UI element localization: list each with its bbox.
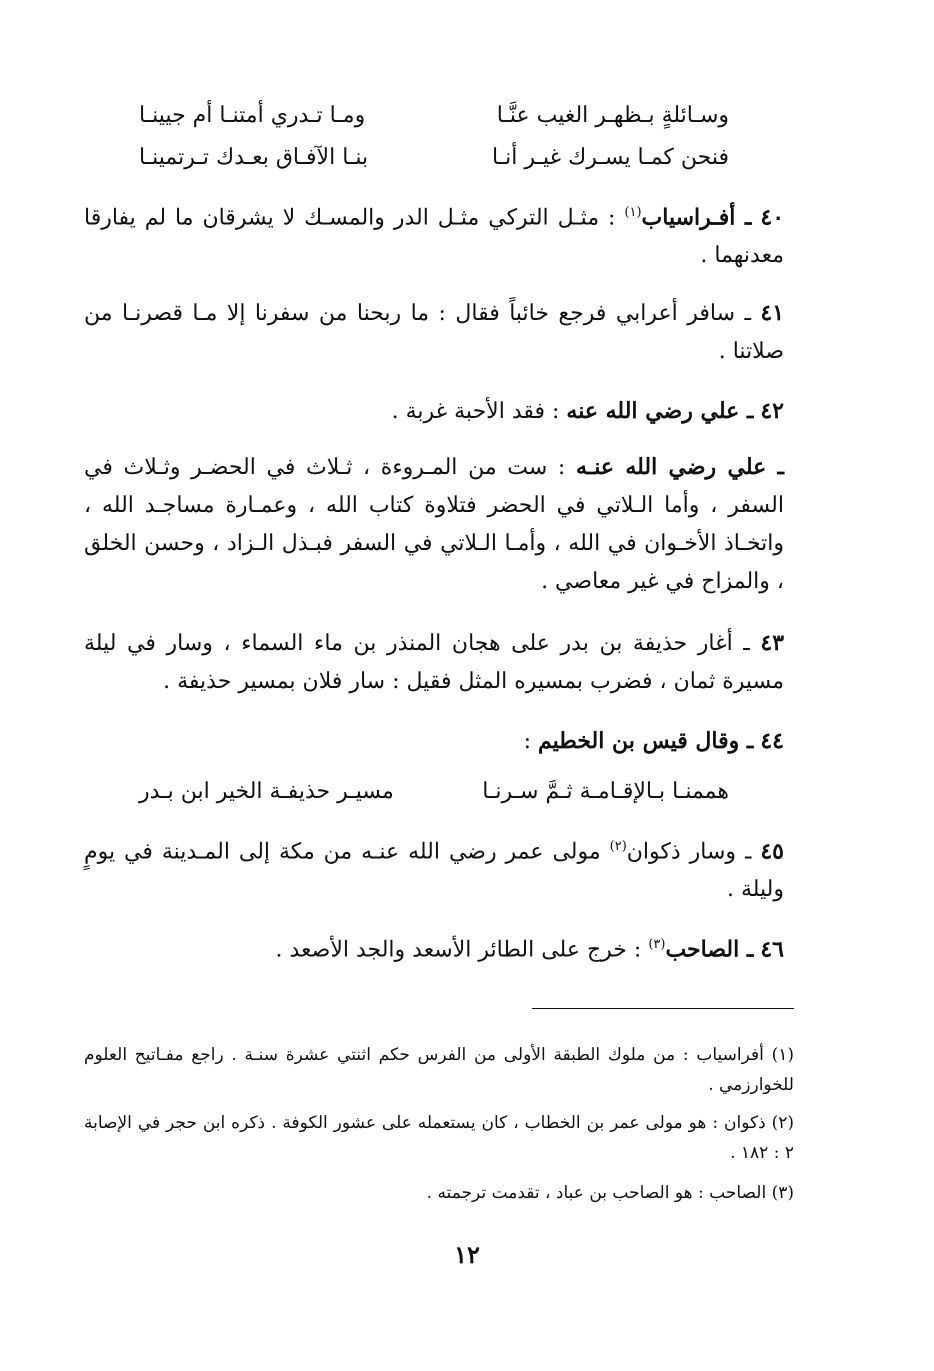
entry-46: [84, 926, 784, 969]
entry-42-continued: [84, 448, 784, 601]
entry-number: ٤١: [760, 300, 785, 326]
entry-text: : سار فلان بمسير حذيفة .: [163, 669, 400, 694]
entry-41: [84, 294, 784, 371]
entry-lead: ـ وقال قيس بن الخطيم: [538, 728, 754, 754]
verse-line-2: [139, 138, 729, 178]
entry-text: :: [523, 729, 532, 754]
entry-lead: ـ علي رضي الله عنه: [566, 398, 754, 424]
page-number: ١٢: [454, 1240, 480, 1269]
entry-number: ٤٢: [760, 398, 784, 424]
entry-text: : ست من المـروءة ، ثـلاث في الحضـر وثـلاث في السفر ، وأما الـلاتي في الحضر فتلاوة كتاب الله ، وعمـارة مساجـد الله ، واتخـاذ الأخـوان في الله ، وأمـا الـلاتي في السفر فبـذل الـزاد ، وحسن الخلق ، والمزاح في غير معاصي .: [84, 455, 784, 594]
entry-text: : خرج على الطائر الأسعد والجد الأصعد .: [275, 937, 642, 963]
footnote-ref[interactable]: (٢): [609, 839, 627, 854]
verse-hemistich-first: فنحن كمـا يسـرك غيـر أنـا: [492, 145, 729, 170]
verse-hemistich-first: هممنـا بـالإقـامـة ثـمَّ سـرنـا: [482, 779, 729, 804]
verse-line-1: [139, 96, 729, 136]
footnote-divider: [532, 1008, 794, 1009]
footnote-3: [84, 1178, 794, 1208]
footnote-1: [84, 1040, 794, 1100]
entry-43: [84, 624, 784, 701]
entry-lead: ـ أغار حذيفة بن بدر على هجان المنذر بن ماء السماء ، وسار في ليلة مسيرة ثمان ، فضرب بمسيره المثل فقيل: [84, 631, 784, 694]
footnote-ref[interactable]: (١): [624, 205, 642, 220]
footnote-2: [84, 1108, 794, 1168]
entry-lead: ـ علي رضي الله عنـه: [576, 454, 784, 480]
entry-text: : ما ربحنا من سفرنا إلا مـا قصرنـا من صلاتنا .: [84, 301, 784, 364]
entry-text: : مثـل التركي مثـل الدر والمسـك لا يشرقان ما لم يفارقا معدنهما .: [84, 205, 784, 269]
verse-hemistich-second: بنـا الآفـاق بعـدك تـرتمينـا: [139, 145, 369, 170]
footnote-ref[interactable]: (٣): [648, 937, 666, 952]
entry-lead: ـ سافر أعرابي فرجع خائباً فقال: [455, 301, 751, 326]
entry-44: [84, 722, 784, 761]
entry-number: ٤٣: [760, 630, 785, 656]
entry-45: [84, 828, 784, 909]
entry-42: [84, 392, 784, 431]
entry-number: ٤٤: [760, 728, 784, 754]
footnote-text: ذكوان : هو مولى عمر بن الخطاب ، كان يستعمله على عشور الكوفة . ذكره ابن حجر في الإصابة ٢ : ١٨٢ .: [84, 1113, 794, 1163]
entry-number: ٤٦: [760, 936, 784, 963]
entry-40: [84, 194, 784, 275]
verse-hemistich-first: وسـائلةٍ بـظهـر الغيب عنَّـا: [496, 103, 729, 128]
entry-lead: ـ الصاحب: [665, 936, 754, 963]
verse-hemistich-second: مسيـر حذيفـة الخير ابن بـدر: [139, 779, 394, 804]
footnote-mark: (٢): [771, 1113, 794, 1133]
footnote-mark: (١): [771, 1045, 794, 1065]
footnote-mark: (٣): [771, 1183, 794, 1203]
entry-text: : فقد الأحبة غربة .: [391, 399, 560, 424]
entry-number: ٤٠: [760, 204, 785, 231]
footnote-text: الصاحب : هو الصاحب بن عباد ، تقدمت ترجمته .: [426, 1183, 772, 1203]
entry-text: مولى عمر رضي الله عنـه من مكة إلى المـدينة في يومٍ وليلة .: [84, 839, 784, 903]
footnote-text: أفراسياب : من ملوك الطبقة الأولى من الفرس حكم اثنتي عشرة سنـة . راجع مفـاتيح العلوم للخوارزمي .: [84, 1045, 794, 1095]
verse-hemistich-second: ومـا تـدري أمتنـا أم جيينـا: [139, 103, 366, 128]
entry-lead: ـ وسار ذكوان: [626, 839, 752, 865]
verse-qays: [139, 772, 729, 812]
entry-lead: ـ أفـراسياب: [641, 204, 752, 231]
entry-number: ٤٥: [760, 838, 784, 865]
